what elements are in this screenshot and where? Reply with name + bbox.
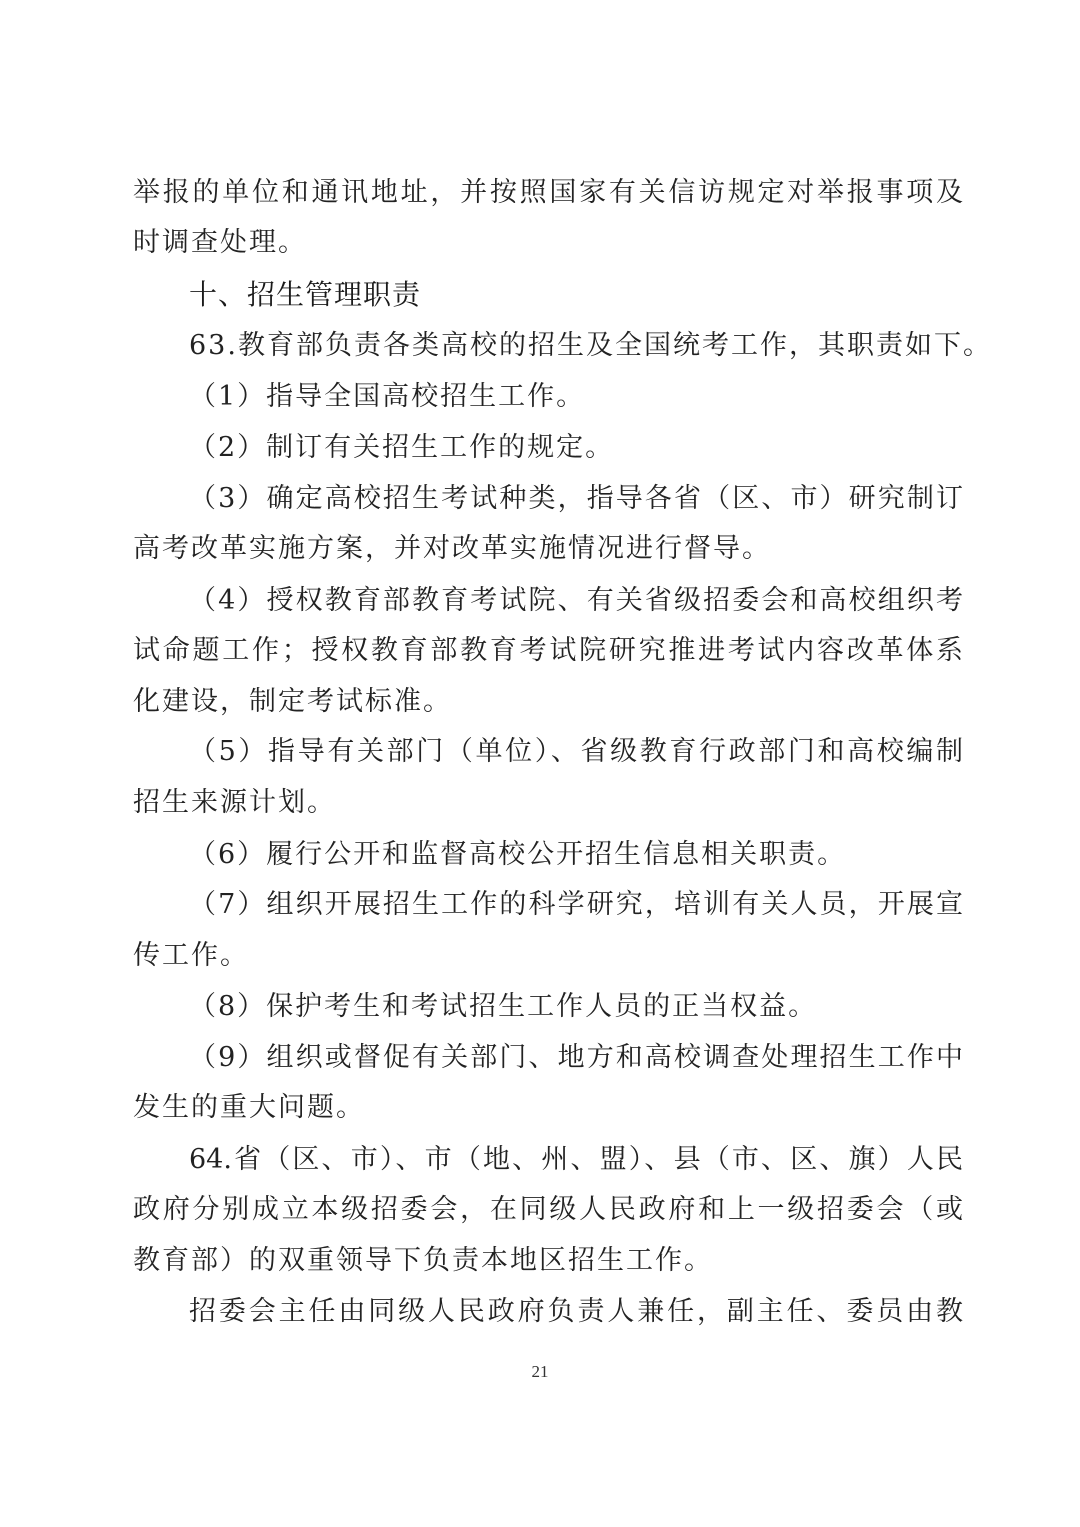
article-64-text: 64.省（区、市）、市（地、州、盟）、县（市、区、旗）人民 — [189, 1144, 963, 1175]
article-64-continued: 政府分别成立本级招委会，在同级人民政府和上一级招委会（或 — [133, 1194, 963, 1225]
section-heading: 十、招生管理职责 — [189, 278, 422, 311]
list-item-4-continued: 试命题工作；授权教育部教育考试院研究推进考试内容改革体系 — [133, 635, 963, 666]
list-item-7: （7）组织开展招生工作的科学研究，培训有关人员，开展宣 — [189, 889, 963, 920]
list-item-4: （4）授权教育部教育考试院、有关省级招委会和高校组织考 — [189, 585, 963, 616]
list-item-7-continued: 传工作。 — [133, 940, 249, 971]
article-63-text: 63.教育部负责各类高校的招生及全国统考工作，其职责如下。 — [189, 330, 992, 361]
list-item-3: （3）确定高校招生考试种类，指导各省（区、市）研究制订 — [189, 483, 963, 514]
body-text-line: 招委会主任由同级人民政府负责人兼任，副主任、委员由教 — [189, 1296, 963, 1327]
list-item-3-continued: 高考改革实施方案，并对改革实施情况进行督导。 — [133, 533, 771, 564]
list-item-1: （1）指导全国高校招生工作。 — [189, 381, 586, 412]
list-item-4-continued: 化建设，制定考试标准。 — [133, 686, 452, 717]
list-item-9-continued: 发生的重大问题。 — [133, 1092, 365, 1123]
list-item-9: （9）组织或督促有关部门、地方和高校调查处理招生工作中 — [189, 1042, 963, 1073]
list-item-8: （8）保护考生和考试招生工作人员的正当权益。 — [189, 991, 818, 1022]
list-item-6: （6）履行公开和监督高校公开招生信息相关职责。 — [189, 839, 847, 870]
article-64-continued: 教育部）的双重领导下负责本地区招生工作。 — [133, 1245, 713, 1276]
list-item-5-continued: 招生来源计划。 — [133, 787, 336, 818]
body-text-line: 时调查处理。 — [133, 227, 307, 258]
list-item-5: （5）指导有关部门（单位）、省级教育行政部门和高校编制 — [189, 736, 963, 767]
body-text-line: 举报的单位和通讯地址，并按照国家有关信访规定对举报事项及 — [133, 177, 963, 208]
page-number: 21 — [531, 1362, 549, 1381]
list-item-2: （2）制订有关招生工作的规定。 — [189, 432, 615, 463]
